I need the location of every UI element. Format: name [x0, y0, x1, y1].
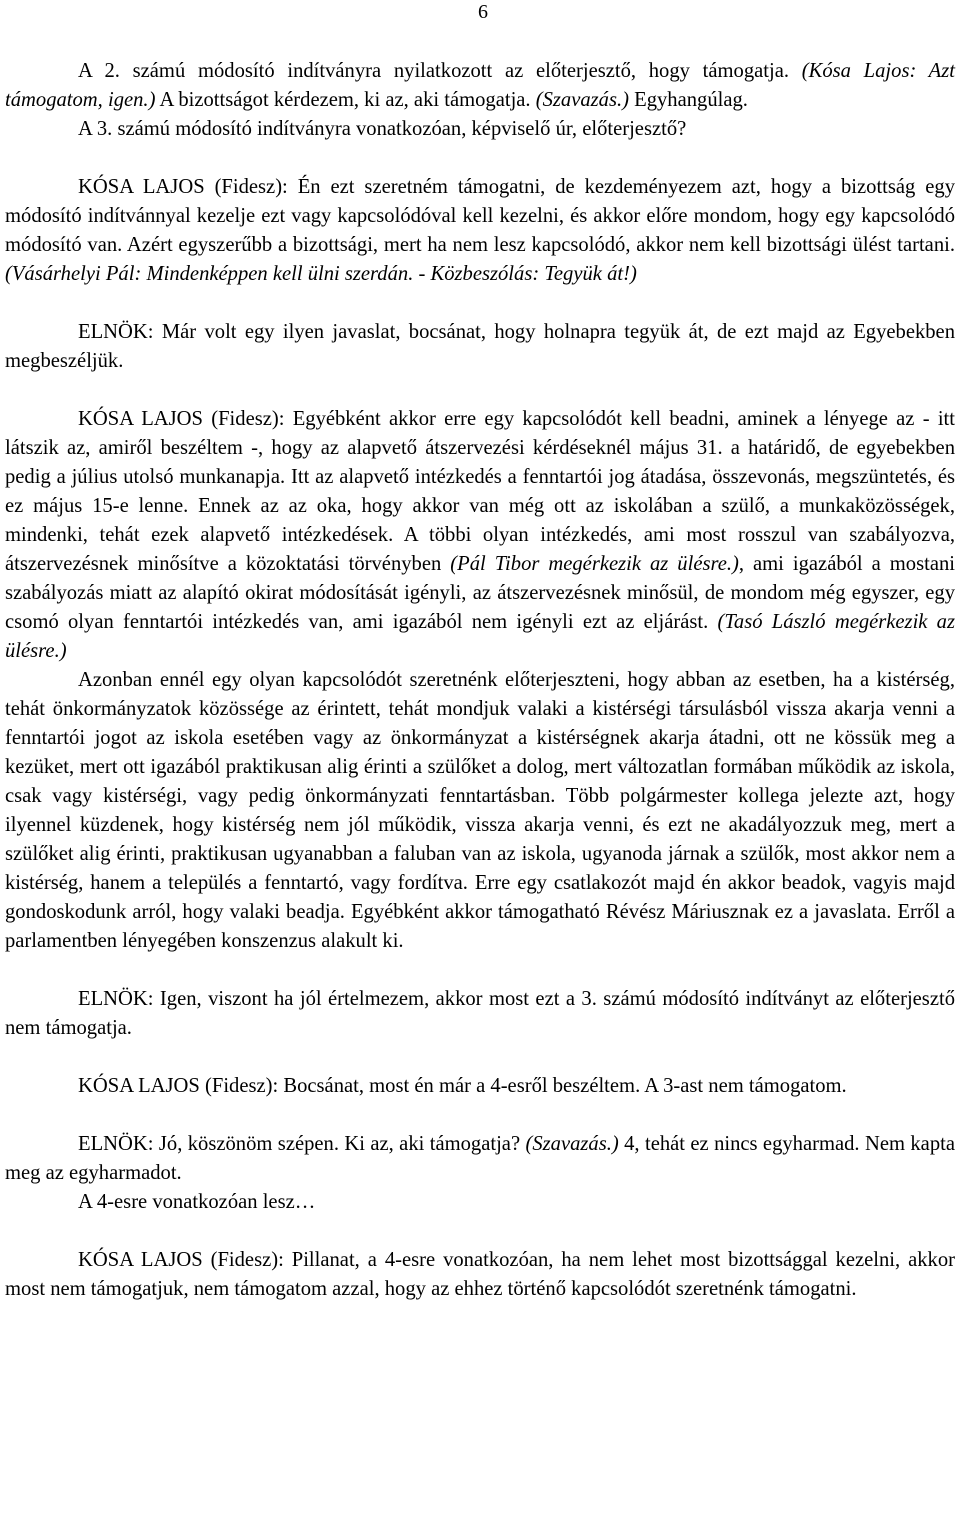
paragraph [5, 1072, 955, 1101]
paragraph-text: A 4-esre vonatkozóan lesz… [78, 1191, 316, 1213]
paragraph [5, 1246, 955, 1304]
paragraph [5, 985, 955, 1043]
paragraph-text: KÓSA LAJOS (Fidesz): Én ezt szeretném támogatni, de kezdeményezem azt, hogy a bizottság egy módosító indítvánnyal kezelje ezt vagy kapcsolódóval kell kezelni, és akkor előre mondom, hogy egy kapcsolódó módosító van. Azért egyszerűbb a bizottsági, mert ha nem lesz kapcsolódó, akkor nem kell bizottsági ülést tartani. [5, 176, 955, 256]
interjection-text: (Vásárhelyi Pál: Mindenképpen kell ülni szerdán. - Közbeszólás: Tegyük át!) [5, 263, 637, 285]
paragraph [5, 1188, 955, 1217]
spacer [5, 1217, 955, 1246]
paragraph [5, 666, 955, 956]
interjection-text: (Kósa Lajos: Azt támogatom, igen.) [5, 60, 955, 111]
spacer [5, 144, 955, 173]
paragraph-text: KÓSA LAJOS (Fidesz): Pillanat, a 4-esre vonatkozóan, ha nem lehet most bizottsággal kezelni, akkor most nem támogatjuk, nem támogatom azzal, hogy az ehhez történő kapcsolódót szeretnénk támogatni. [5, 1249, 955, 1300]
paragraph [5, 115, 955, 144]
paragraph [5, 1130, 955, 1188]
paragraph [5, 405, 955, 666]
interjection-text: (Szavazás.) [535, 89, 629, 111]
spacer [5, 289, 955, 318]
spacer [5, 1043, 955, 1072]
interjection-text: (Szavazás.) [525, 1133, 619, 1155]
paragraph [5, 57, 955, 115]
paragraph-text: , ami igazából a mostani szabályozás miatt az alapító okirat módosítását igényli, az átszervezésnek minősül, de mondom még egyszer, egy csomó olyan fenntartói intézkedés van, ami igazából nem igényli ezt az eljárást. [5, 553, 955, 633]
paragraph [5, 173, 955, 289]
paragraph-text: A bizottságot kérdezem, ki az, aki támogatja. [155, 89, 536, 111]
interjection-text: (Pál Tibor megérkezik az ülésre.) [450, 553, 739, 575]
paragraph-text: 4, tehát ez nincs egyharmad. Nem kapta meg az egyharmadot. [5, 1133, 955, 1184]
paragraph-text: KÓSA LAJOS (Fidesz): Bocsánat, most én már a 4-esről beszéltem. A 3-ast nem támogatom. [78, 1075, 847, 1097]
paragraph [5, 318, 955, 376]
paragraph-text: ELNÖK: Már volt egy ilyen javaslat, bocsánat, hogy holnapra tegyük át, de ezt majd az Egyebekben megbeszéljük. [5, 321, 955, 372]
spacer [5, 376, 955, 405]
paragraph-text: Egyhangúlag. [628, 89, 748, 111]
paragraph-text: A 2. számú módosító indítványra nyilatkozott az előterjesztő, hogy támogatja. [78, 60, 802, 82]
paragraph-text: A 3. számú módosító indítványra vonatkozóan, képviselő úr, előterjesztő? [78, 118, 687, 140]
paragraph-text: ELNÖK: Igen, viszont ha jól értelmezem, akkor most ezt a 3. számú módosító indítványt az előterjesztő nem támogatja. [5, 988, 955, 1039]
page-number: 6 [478, 1, 488, 23]
paragraph-text: KÓSA LAJOS (Fidesz): Egyébként akkor erre egy kapcsolódót kell beadni, aminek a lényege az - itt látszik az, amiről beszéltem -, hogy az alapvető átszervezési kérdéseknél május 31. a határidő, de egyebekben pedig a július utolsó munkanapja. Itt az alapvető intézkedés a fenntartói jog átadása, összevonás, megszüntetés, és ez május 15-e lenne. Ennek az az oka, hogy akkor van még ott az iskolában a szülő, a munkaközösségek, mindenki, tehát ezek alapvető intézkedések. A többi olyan intézkedés, ami most rosszul van szabályozva, átszervezésnek minősítve a közoktatási törvényben [5, 408, 955, 575]
paragraph-text: Azonban ennél egy olyan kapcsolódót szeretnénk előterjeszteni, hogy abban az esetben, ha a kistérség, tehát önkormányzatok közössége az érintett, tehát mondjuk valaki a kistérségi társulásból vissza akarja venni a fenntartói jogot az iskola esetében vagy az önkormányzat a kistérségnek akarja átadni, ott ne kössük meg a kezüket, mert ott igazából praktikusan alig érinti a szülőket a dolog, mert változatlan formában működik az iskola, csak vagy kistérségi, vagy pedig önkormányzati fenntartásban. Több polgármester kollega jelezte azt, hogy ilyennel küzdenek, hogy kistérség nem jól működik, vissza akarja venni, és ezt ne akadályozzuk meg, mert a szülőket alig érinti, praktikusan ugyanabban a faluban van az iskola, ugyanoda járnak a szülők, most akkor nem a kistérség, hanem a település a fenntartó, vagy fordítva. Erre egy csatlakozót majd én akkor beadok, vagyis majd gondoskodunk arról, hogy valaki beadja. Egyébként akkor támogatható Révész Máriusznak ez a javaslata. Erről a parlamentben lényegében konszenzus alakult ki. [5, 669, 955, 952]
spacer [5, 956, 955, 985]
paragraph-text: ELNÖK: Jó, köszönöm szépen. Ki az, aki támogatja? [78, 1133, 526, 1155]
interjection-text: (Tasó László megérkezik az ülésre.) [5, 611, 955, 662]
spacer [5, 1101, 955, 1130]
document-body [5, 57, 955, 1304]
